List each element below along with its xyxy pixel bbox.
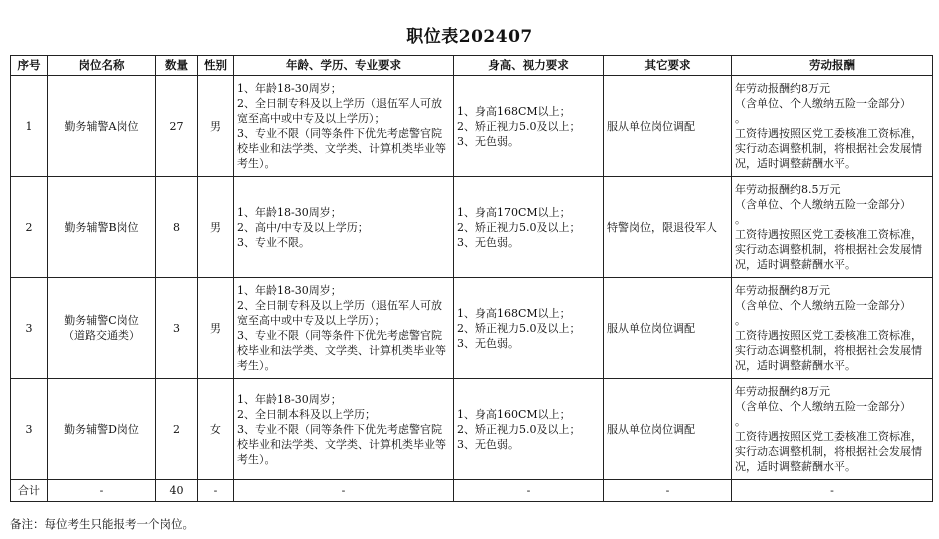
header-cell-phys: 身高、视力要求 <box>454 56 604 76</box>
cell-other: 特警岗位，限退役军人 <box>604 177 732 278</box>
cell-pay: 年劳动报酬约8万元 （含单位、个人缴纳五险一金部分） 。 工资待遇按照区党工委核准工资标准，实行动态调整机制，将根据社会发展情况，适时调整薪酬水平。 <box>732 379 933 480</box>
document-title: 职位表202407 <box>406 27 533 47</box>
header-cell-pay: 劳动报酬 <box>732 56 933 76</box>
header-cell-edu: 年龄、学历、专业要求 <box>234 56 454 76</box>
cell-edu: 1、年龄18-30周岁； 2、全日制专科及以上学历（退伍军人可放宽至高中或中专及以上学历）； 3、专业不限（同等条件下优先考虑警官院校毕业和法学类、文学类、计算机类毕业等考生）。 <box>234 278 454 379</box>
position-table <box>10 55 933 502</box>
total-row <box>11 480 933 502</box>
cell-gender: 男 <box>198 76 234 177</box>
cell-qty: 27 <box>156 76 198 177</box>
total-other: - <box>604 480 732 502</box>
cell-no: 2 <box>11 177 48 278</box>
cell-pay: 年劳动报酬约8万元 （含单位、个人缴纳五险一金部分） 。 工资待遇按照区党工委核准工资标准，实行动态调整机制，将根据社会发展情况，适时调整薪酬水平。 <box>732 278 933 379</box>
cell-other: 服从单位岗位调配 <box>604 76 732 177</box>
cell-phys: 1、身高170CM以上； 2、矫正视力5.0及以上； 3、无色弱。 <box>454 177 604 278</box>
cell-no: 1 <box>11 76 48 177</box>
cell-edu: 1、年龄18-30周岁； 2、全日制专科及以上学历（退伍军人可放宽至高中或中专及以上学历）； 3、专业不限（同等条件下优先考虑警官院校毕业和法学类、文学类、计算机类毕业等考生）。 <box>234 76 454 177</box>
cell-other: 服从单位岗位调配 <box>604 379 732 480</box>
cell-edu: 1、年龄18-30周岁； 2、高中/中专及以上学历； 3、专业不限。 <box>234 177 454 278</box>
header-row <box>11 56 933 76</box>
cell-other: 服从单位岗位调配 <box>604 278 732 379</box>
total-gender: - <box>198 480 234 502</box>
cell-pay: 年劳动报酬约8万元 （含单位、个人缴纳五险一金部分） 。 工资待遇按照区党工委核准工资标准，实行动态调整机制，将根据社会发展情况，适时调整薪酬水平。 <box>732 76 933 177</box>
cell-phys: 1、身高160CM以上； 2、矫正视力5.0及以上； 3、无色弱。 <box>454 379 604 480</box>
cell-qty: 2 <box>156 379 198 480</box>
cell-gender: 男 <box>198 278 234 379</box>
cell-no: 3 <box>11 379 48 480</box>
cell-edu: 1、年龄18-30周岁； 2、全日制本科及以上学历； 3、专业不限（同等条件下优先考虑警官院校毕业和法学类、文学类、计算机类毕业等考生）。 <box>234 379 454 480</box>
header-cell-no: 序号 <box>11 56 48 76</box>
total-qty: 40 <box>156 480 198 502</box>
total-edu: - <box>234 480 454 502</box>
table-row <box>11 177 933 278</box>
table-row <box>11 76 933 177</box>
cell-phys: 1、身高168CM以上； 2、矫正视力5.0及以上； 3、无色弱。 <box>454 76 604 177</box>
header-cell-other: 其它要求 <box>604 56 732 76</box>
cell-name: 勤务辅警D岗位 <box>48 379 156 480</box>
footnote: 备注：每位考生只能报考一个岗位。 <box>10 517 194 531</box>
cell-gender: 男 <box>198 177 234 278</box>
total-phys: - <box>454 480 604 502</box>
cell-pay: 年劳动报酬约8.5万元 （含单位、个人缴纳五险一金部分） 。 工资待遇按照区党工委核准工资标准，实行动态调整机制，将根据社会发展情况，适时调整薪酬水平。 <box>732 177 933 278</box>
total-pay: - <box>732 480 933 502</box>
total-label: 合计 <box>11 480 48 502</box>
total-name: - <box>48 480 156 502</box>
header-cell-gender: 性别 <box>198 56 234 76</box>
header-cell-qty: 数量 <box>156 56 198 76</box>
table-row <box>11 379 933 480</box>
cell-name: 勤务辅警C岗位 （道路交通类） <box>48 278 156 379</box>
cell-qty: 3 <box>156 278 198 379</box>
cell-phys: 1、身高168CM以上； 2、矫正视力5.0及以上； 3、无色弱。 <box>454 278 604 379</box>
cell-no: 3 <box>11 278 48 379</box>
cell-qty: 8 <box>156 177 198 278</box>
table-row <box>11 278 933 379</box>
cell-name: 勤务辅警B岗位 <box>48 177 156 278</box>
cell-name: 勤务辅警A岗位 <box>48 76 156 177</box>
header-cell-name: 岗位名称 <box>48 56 156 76</box>
cell-gender: 女 <box>198 379 234 480</box>
